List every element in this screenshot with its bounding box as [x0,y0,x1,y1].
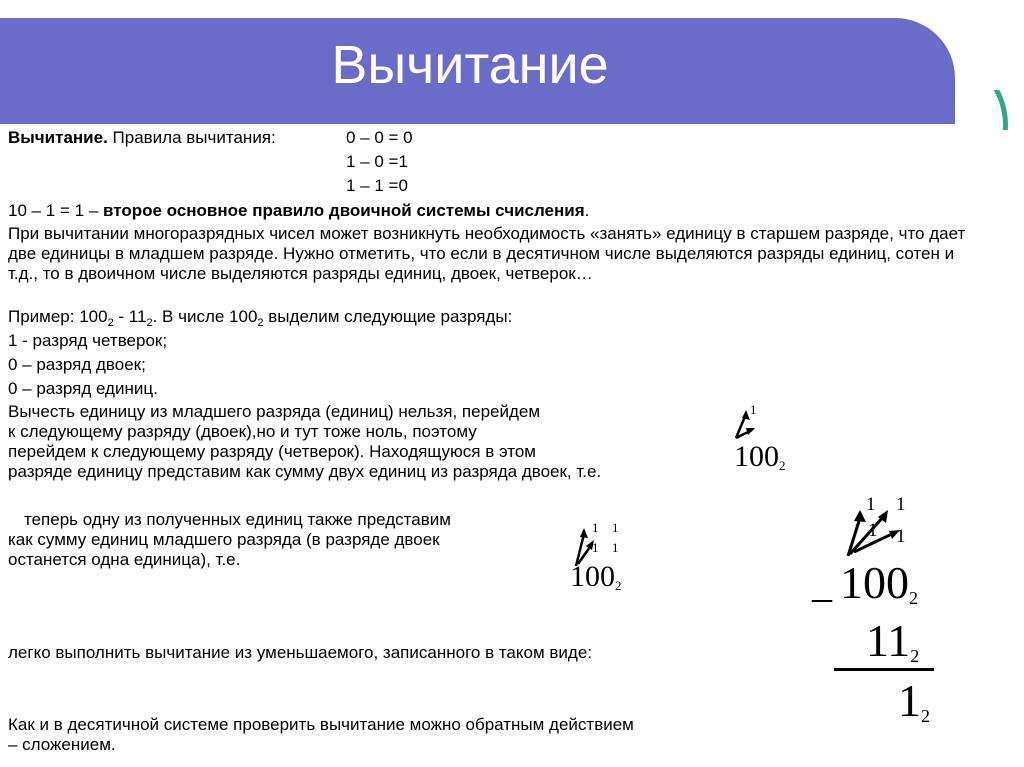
fig1-number-value: 100 [734,440,779,473]
fig3-carry-d: 1 [896,526,906,547]
fig3-subtrahend-value: 11 [866,615,911,666]
fig3-subtrahend-base: 2 [910,646,920,666]
fig2-carry-a: 1 [592,520,599,535]
paragraph2-line-2: к следующему разряду (двоек),но и тут тоже ноль, поэтому [8,422,477,441]
paragraph5-line-2: – сложением. [8,735,116,754]
slide-title: Вычитание [331,35,609,95]
fig3-result-line [834,668,934,671]
example-text-1: Пример: 100 [8,307,108,326]
rule-2: 1 – 0 =1 [346,152,408,171]
main-rule-suffix: . [584,201,590,220]
borrow-arrows-column-icon [842,496,922,560]
fig1-carry: 1 [750,402,757,417]
fig3-minuend [840,556,918,609]
main-rule-bold: второе основное правило двоичной системы счисления [103,201,585,220]
paragraph3-line-2: как сумму единиц младшего разряда (в разряде двоек [8,530,440,549]
example-sub-2: 2 [146,317,153,329]
paragraph3-line-1: теперь одну из полученных единиц также представим [24,510,451,529]
fig1-number [734,440,786,474]
paragraph2-line-3: перейдем к следующему разряду (четверок). Находящуюся в этом [8,442,536,461]
fig2-number [570,560,622,594]
fig1-base: 2 [779,458,786,473]
fig2-carry-d: 1 [612,540,619,555]
rules-heading [8,128,276,148]
example-line [8,307,512,333]
example-text-2: - 11 [113,307,147,326]
rules-heading-text: Правила вычитания: [107,128,276,147]
fig3-result-value: 1 [898,675,921,726]
example-sub-1: 2 [107,317,114,329]
paragraph2-line-1: Вычесть единицу из младшего разряда (единиц) нельзя, перейдем [8,402,541,421]
fig3-minus-sign: _ [812,561,832,606]
main-rule-prefix: 10 – 1 = 1 – [8,201,103,220]
digit-line-2: 0 – разряд двоек; [8,355,146,374]
rules-heading-bold: Вычитание. [8,128,108,147]
example-text-3: . В числе 100 [152,307,258,326]
fig3-carry-c: 1 [868,520,878,541]
fig2-carry-c: 1 [592,540,599,555]
fig3-minuend-base: 2 [909,588,918,608]
fig3-result-base: 2 [921,706,930,726]
paragraph4: легко выполнить вычитание из уменьшаемого, записанного в таком виде: [8,643,592,662]
example-text-4: выделим следующие разряды: [263,307,513,326]
rule-3: 1 – 1 =0 [346,176,408,195]
fig3-minuend-value: 100 [840,557,909,608]
fig2-number-value: 100 [570,560,615,593]
fig2-carry-b: 1 [612,520,619,535]
fig3-carry-a: 1 [866,494,876,515]
digit-line-3: 0 – разряд единиц. [8,379,158,398]
fig3-subtrahend [866,614,919,667]
fig2-base: 2 [615,578,622,593]
paragraph3-line-3: останется одна единица), т.е. [8,550,241,569]
paragraph-multidigit: При вычитании многоразрядных чисел может возникнуть необходимость «занять» единицу в старшем разряде, что дает две единицы в младшем разряде. Нужно отметить, что если в десятичном числе выделяются разряды единиц, сотен и т.д., то в двоичном числе выделяются разряды единиц, двоек, четверок… [8,224,966,283]
digit-line-1: 1 - разряд четверок; [8,331,168,350]
main-rule [8,201,589,221]
paragraph2-line-4: разряде единицу представим как сумму двух единиц из разряда двоек, т.е. [8,462,602,481]
fig3-carry-b: 1 [896,494,906,515]
rule-1: 0 – 0 = 0 [346,128,413,147]
example-sub-3: 2 [257,317,264,329]
fig3-result [898,674,930,727]
paragraph5-line-1: Как и в десятичной системе проверить вычитание можно обратным действием [8,715,634,734]
